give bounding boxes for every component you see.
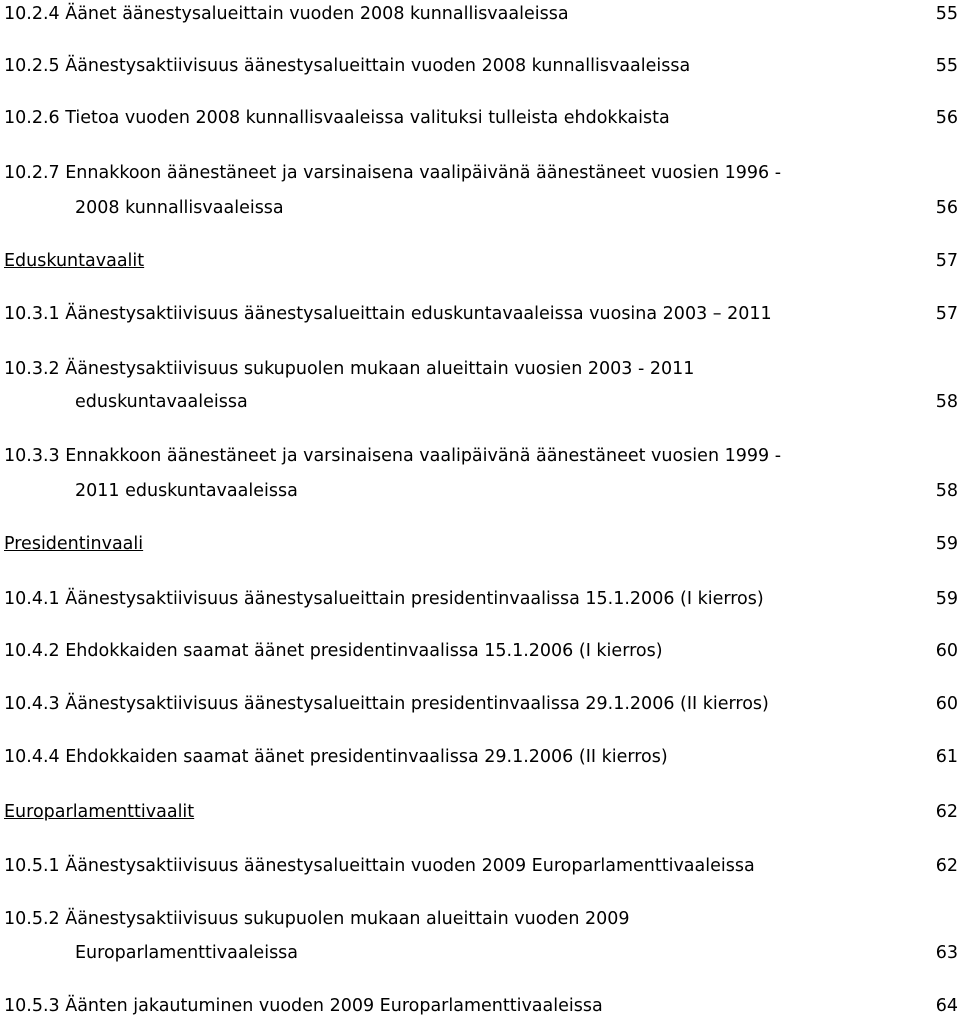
toc-entry-page-number: 63 bbox=[935, 943, 958, 963]
toc-entry-page-number: 59 bbox=[935, 534, 958, 554]
toc-entry-page-number: 60 bbox=[935, 694, 958, 714]
toc-entry-title: 10.3.1 Äänestysaktiivisuus äänestysalueittain eduskuntavaaleissa vuosina 2003 – 2011 bbox=[4, 304, 772, 324]
toc-entry-continuation[interactable] bbox=[4, 940, 958, 966]
toc-entry-page-number: 60 bbox=[935, 641, 958, 661]
toc-entry-page-number: 61 bbox=[935, 747, 958, 767]
toc-entry[interactable] bbox=[4, 853, 958, 879]
toc-entry-page-number: 58 bbox=[935, 481, 958, 501]
toc-entry-title: 10.2.4 Äänet äänestysalueittain vuoden 2008 kunnallisvaaleissa bbox=[4, 4, 569, 24]
toc-entry-title: Europarlamenttivaaleissa bbox=[75, 943, 299, 963]
toc-entry[interactable] bbox=[4, 53, 958, 79]
toc-entry[interactable] bbox=[4, 906, 958, 932]
toc-entry-page-number: 62 bbox=[935, 802, 958, 822]
toc-entry-title: 10.3.2 Äänestysaktiivisuus sukupuolen mukaan alueittain vuosien 2003 - 2011 bbox=[4, 359, 695, 379]
toc-entry-page-number: 59 bbox=[935, 589, 958, 609]
toc-entry[interactable] bbox=[4, 301, 958, 327]
toc-entry[interactable] bbox=[4, 744, 958, 770]
toc-entry-title: 10.2.6 Tietoa vuoden 2008 kunnallisvaaleissa valituksi tulleista ehdokkaista bbox=[4, 108, 670, 128]
toc-entry-page-number: 55 bbox=[935, 56, 958, 76]
toc-entry-continuation[interactable] bbox=[4, 195, 958, 221]
toc-entry[interactable] bbox=[4, 1, 958, 27]
toc-entry-continuation[interactable] bbox=[4, 389, 958, 415]
toc-entry-title: 10.5.3 Äänten jakautuminen vuoden 2009 Europarlamenttivaaleissa bbox=[4, 996, 603, 1016]
toc-section-link[interactable]: Presidentinvaali bbox=[4, 534, 144, 554]
toc-entry-continuation[interactable] bbox=[4, 478, 958, 504]
toc-section-heading[interactable] bbox=[4, 799, 958, 825]
toc-entry-page-number: 55 bbox=[935, 4, 958, 24]
toc-section-link[interactable]: Eduskuntavaalit bbox=[4, 251, 145, 271]
toc-section-heading[interactable] bbox=[4, 531, 958, 557]
toc-entry-page-number: 57 bbox=[935, 251, 958, 271]
toc-entry-title: 10.4.1 Äänestysaktiivisuus äänestysalueittain presidentinvaalissa 15.1.2006 (I kierros) bbox=[4, 589, 764, 609]
toc-entry-page-number: 56 bbox=[935, 198, 958, 218]
toc-section-link[interactable]: Europarlamenttivaalit bbox=[4, 802, 195, 822]
toc-entry-title: 10.5.2 Äänestysaktiivisuus sukupuolen mukaan alueittain vuoden 2009 bbox=[4, 909, 630, 929]
toc-entry[interactable] bbox=[4, 160, 958, 186]
toc-entry[interactable] bbox=[4, 105, 958, 131]
toc-entry[interactable] bbox=[4, 691, 958, 717]
toc-entry-page-number: 58 bbox=[935, 392, 958, 412]
toc-entry-title: 10.5.1 Äänestysaktiivisuus äänestysalueittain vuoden 2009 Europarlamenttivaaleissa bbox=[4, 856, 755, 876]
toc-entry-title: 10.2.7 Ennakkoon äänestäneet ja varsinaisena vaalipäivänä äänestäneet vuosien 1996 - bbox=[4, 163, 782, 183]
toc-entry[interactable] bbox=[4, 638, 958, 664]
toc-entry-title: 10.2.5 Äänestysaktiivisuus äänestysalueittain vuoden 2008 kunnallisvaaleissa bbox=[4, 56, 691, 76]
toc-entry-page-number: 57 bbox=[935, 304, 958, 324]
toc-entry-title: 10.4.3 Äänestysaktiivisuus äänestysalueittain presidentinvaalissa 29.1.2006 (II kierros) bbox=[4, 694, 769, 714]
toc-entry[interactable] bbox=[4, 356, 958, 382]
toc-entry-page-number: 62 bbox=[935, 856, 958, 876]
toc-entry-title: 10.3.3 Ennakkoon äänestäneet ja varsinaisena vaalipäivänä äänestäneet vuosien 1999 - bbox=[4, 446, 782, 466]
toc-entry-title: 2008 kunnallisvaaleissa bbox=[75, 198, 284, 218]
toc-entry-title: eduskuntavaaleissa bbox=[75, 392, 248, 412]
toc-entry-title: 10.4.4 Ehdokkaiden saamat äänet presidentinvaalissa 29.1.2006 (II kierros) bbox=[4, 747, 668, 767]
toc-section-heading[interactable] bbox=[4, 248, 958, 274]
toc-entry[interactable] bbox=[4, 443, 958, 469]
toc-entry-title: 10.4.2 Ehdokkaiden saamat äänet presidentinvaalissa 15.1.2006 (I kierros) bbox=[4, 641, 663, 661]
toc-entry-page-number: 64 bbox=[935, 996, 958, 1016]
toc-entry[interactable] bbox=[4, 993, 958, 1019]
toc-entry-title: 2011 eduskuntavaaleissa bbox=[75, 481, 298, 501]
toc-entry[interactable] bbox=[4, 586, 958, 612]
toc-entry-page-number: 56 bbox=[935, 108, 958, 128]
